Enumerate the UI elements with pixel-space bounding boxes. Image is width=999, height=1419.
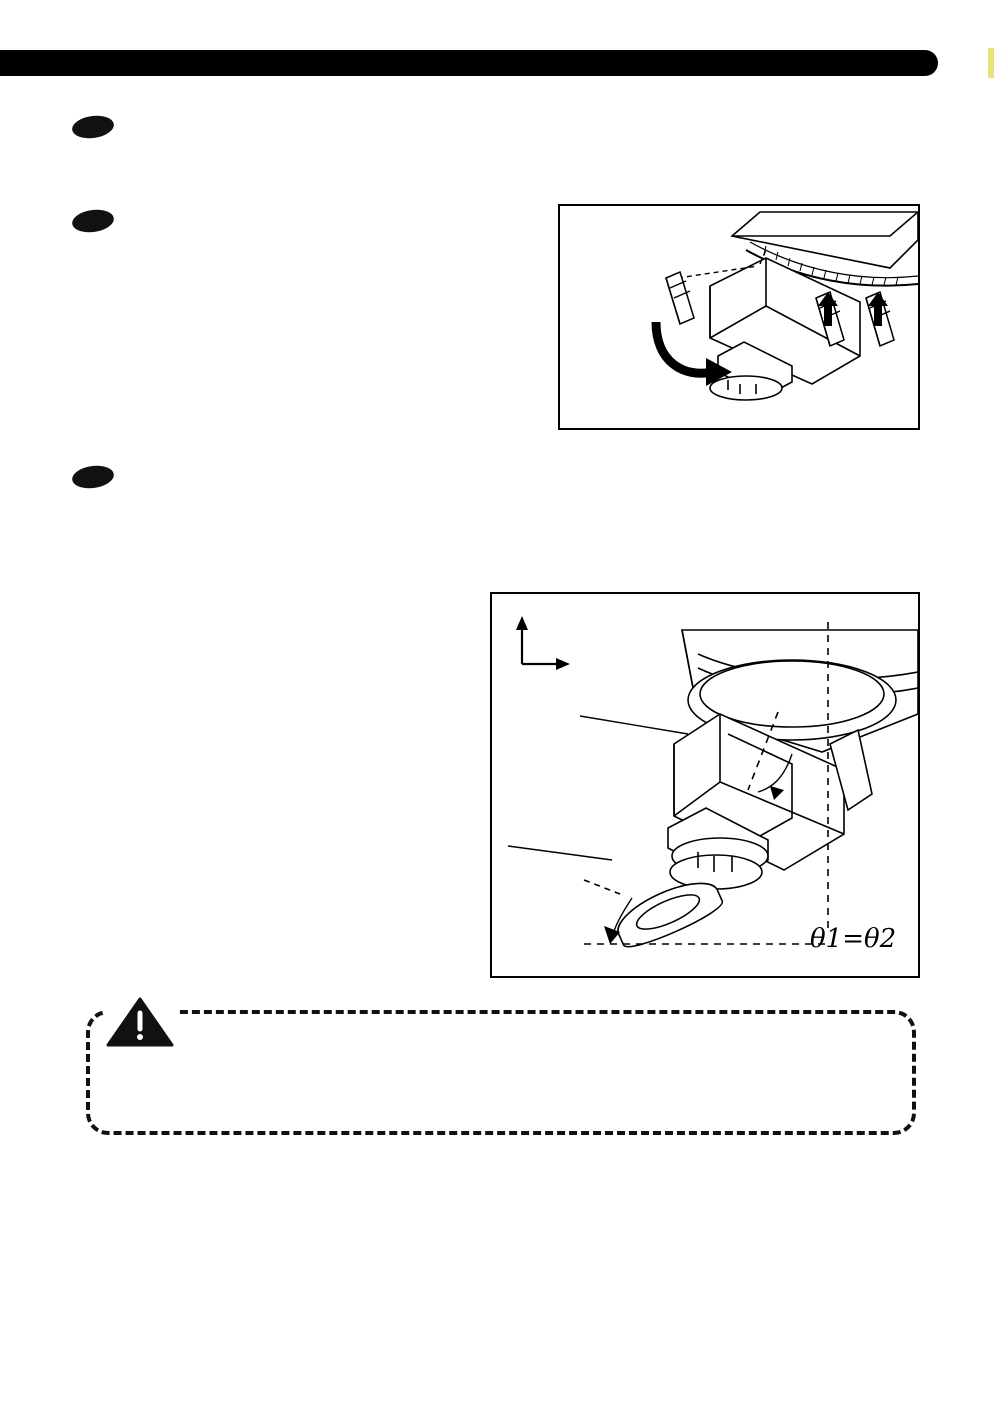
page-edge-tab xyxy=(988,48,994,78)
equals-sign: = xyxy=(842,924,864,954)
figure-angle-alignment xyxy=(490,592,920,978)
figure-screw-installation-drawing xyxy=(560,206,918,428)
warning-triangle-icon xyxy=(104,995,178,1049)
figure-angle-alignment-drawing xyxy=(492,594,918,976)
angle-equation xyxy=(810,924,896,954)
page-header-bar xyxy=(0,50,938,76)
bullet-marker-1 xyxy=(71,113,116,141)
caution-box xyxy=(86,1010,916,1135)
bullet-marker-2 xyxy=(71,207,116,235)
theta-1-label: θ1 xyxy=(810,924,843,954)
axis-arrows-icon xyxy=(516,616,570,670)
figure-screw-installation xyxy=(558,204,920,430)
theta-2-label: θ2 xyxy=(864,924,897,954)
bullet-marker-3 xyxy=(71,463,116,491)
